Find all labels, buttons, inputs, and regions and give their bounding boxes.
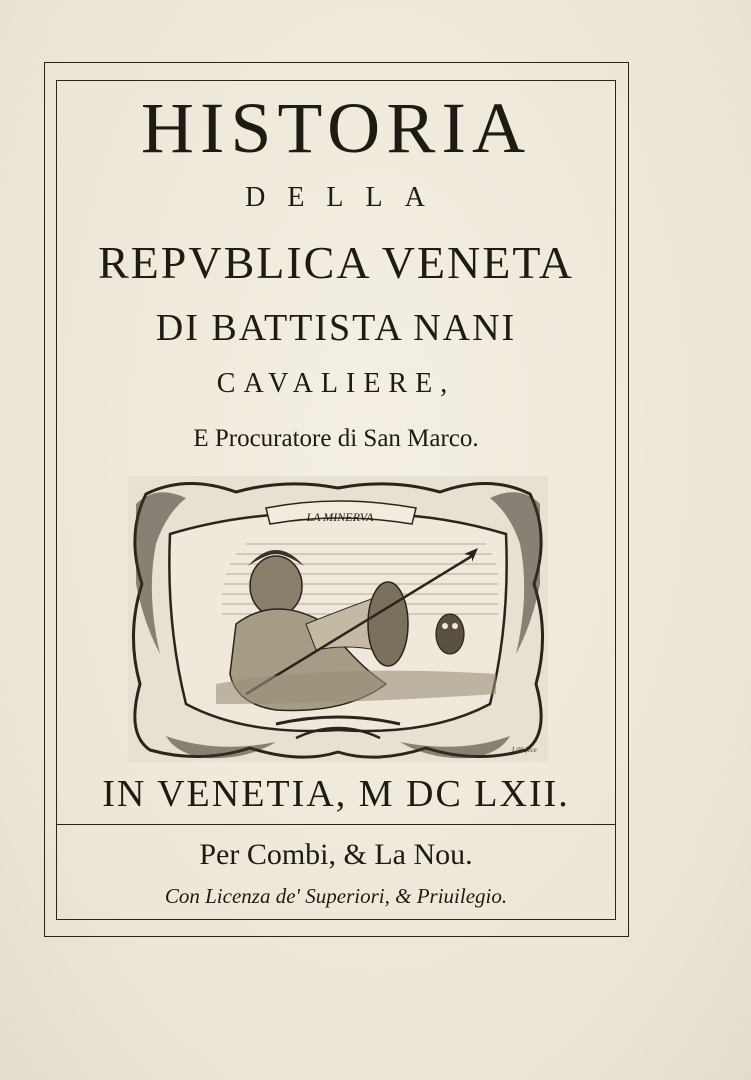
printer-line: Per Combi, & La Nou. [199,838,473,871]
vignette-banner-text: LA MINERVA [306,510,374,524]
engraver-signature: Lilli fece [512,746,537,754]
title-republic: REPVBLICA VENETA [98,237,574,288]
author-office: E Procuratore di San Marco. [193,425,479,452]
license-line: Con Licenza de' Superiori, & Priuilegio. [164,884,508,908]
title-della: DELLA [245,182,447,213]
imprint-line: IN VENETIA, M DC LXII. [102,773,570,815]
minerva-vignette [126,474,550,764]
author-rank: CAVALIERE, [216,368,456,399]
book-title: HISTORIA [140,88,532,168]
imprint-divider [56,824,616,825]
author-line: DI BATTISTA NANI [155,307,517,349]
